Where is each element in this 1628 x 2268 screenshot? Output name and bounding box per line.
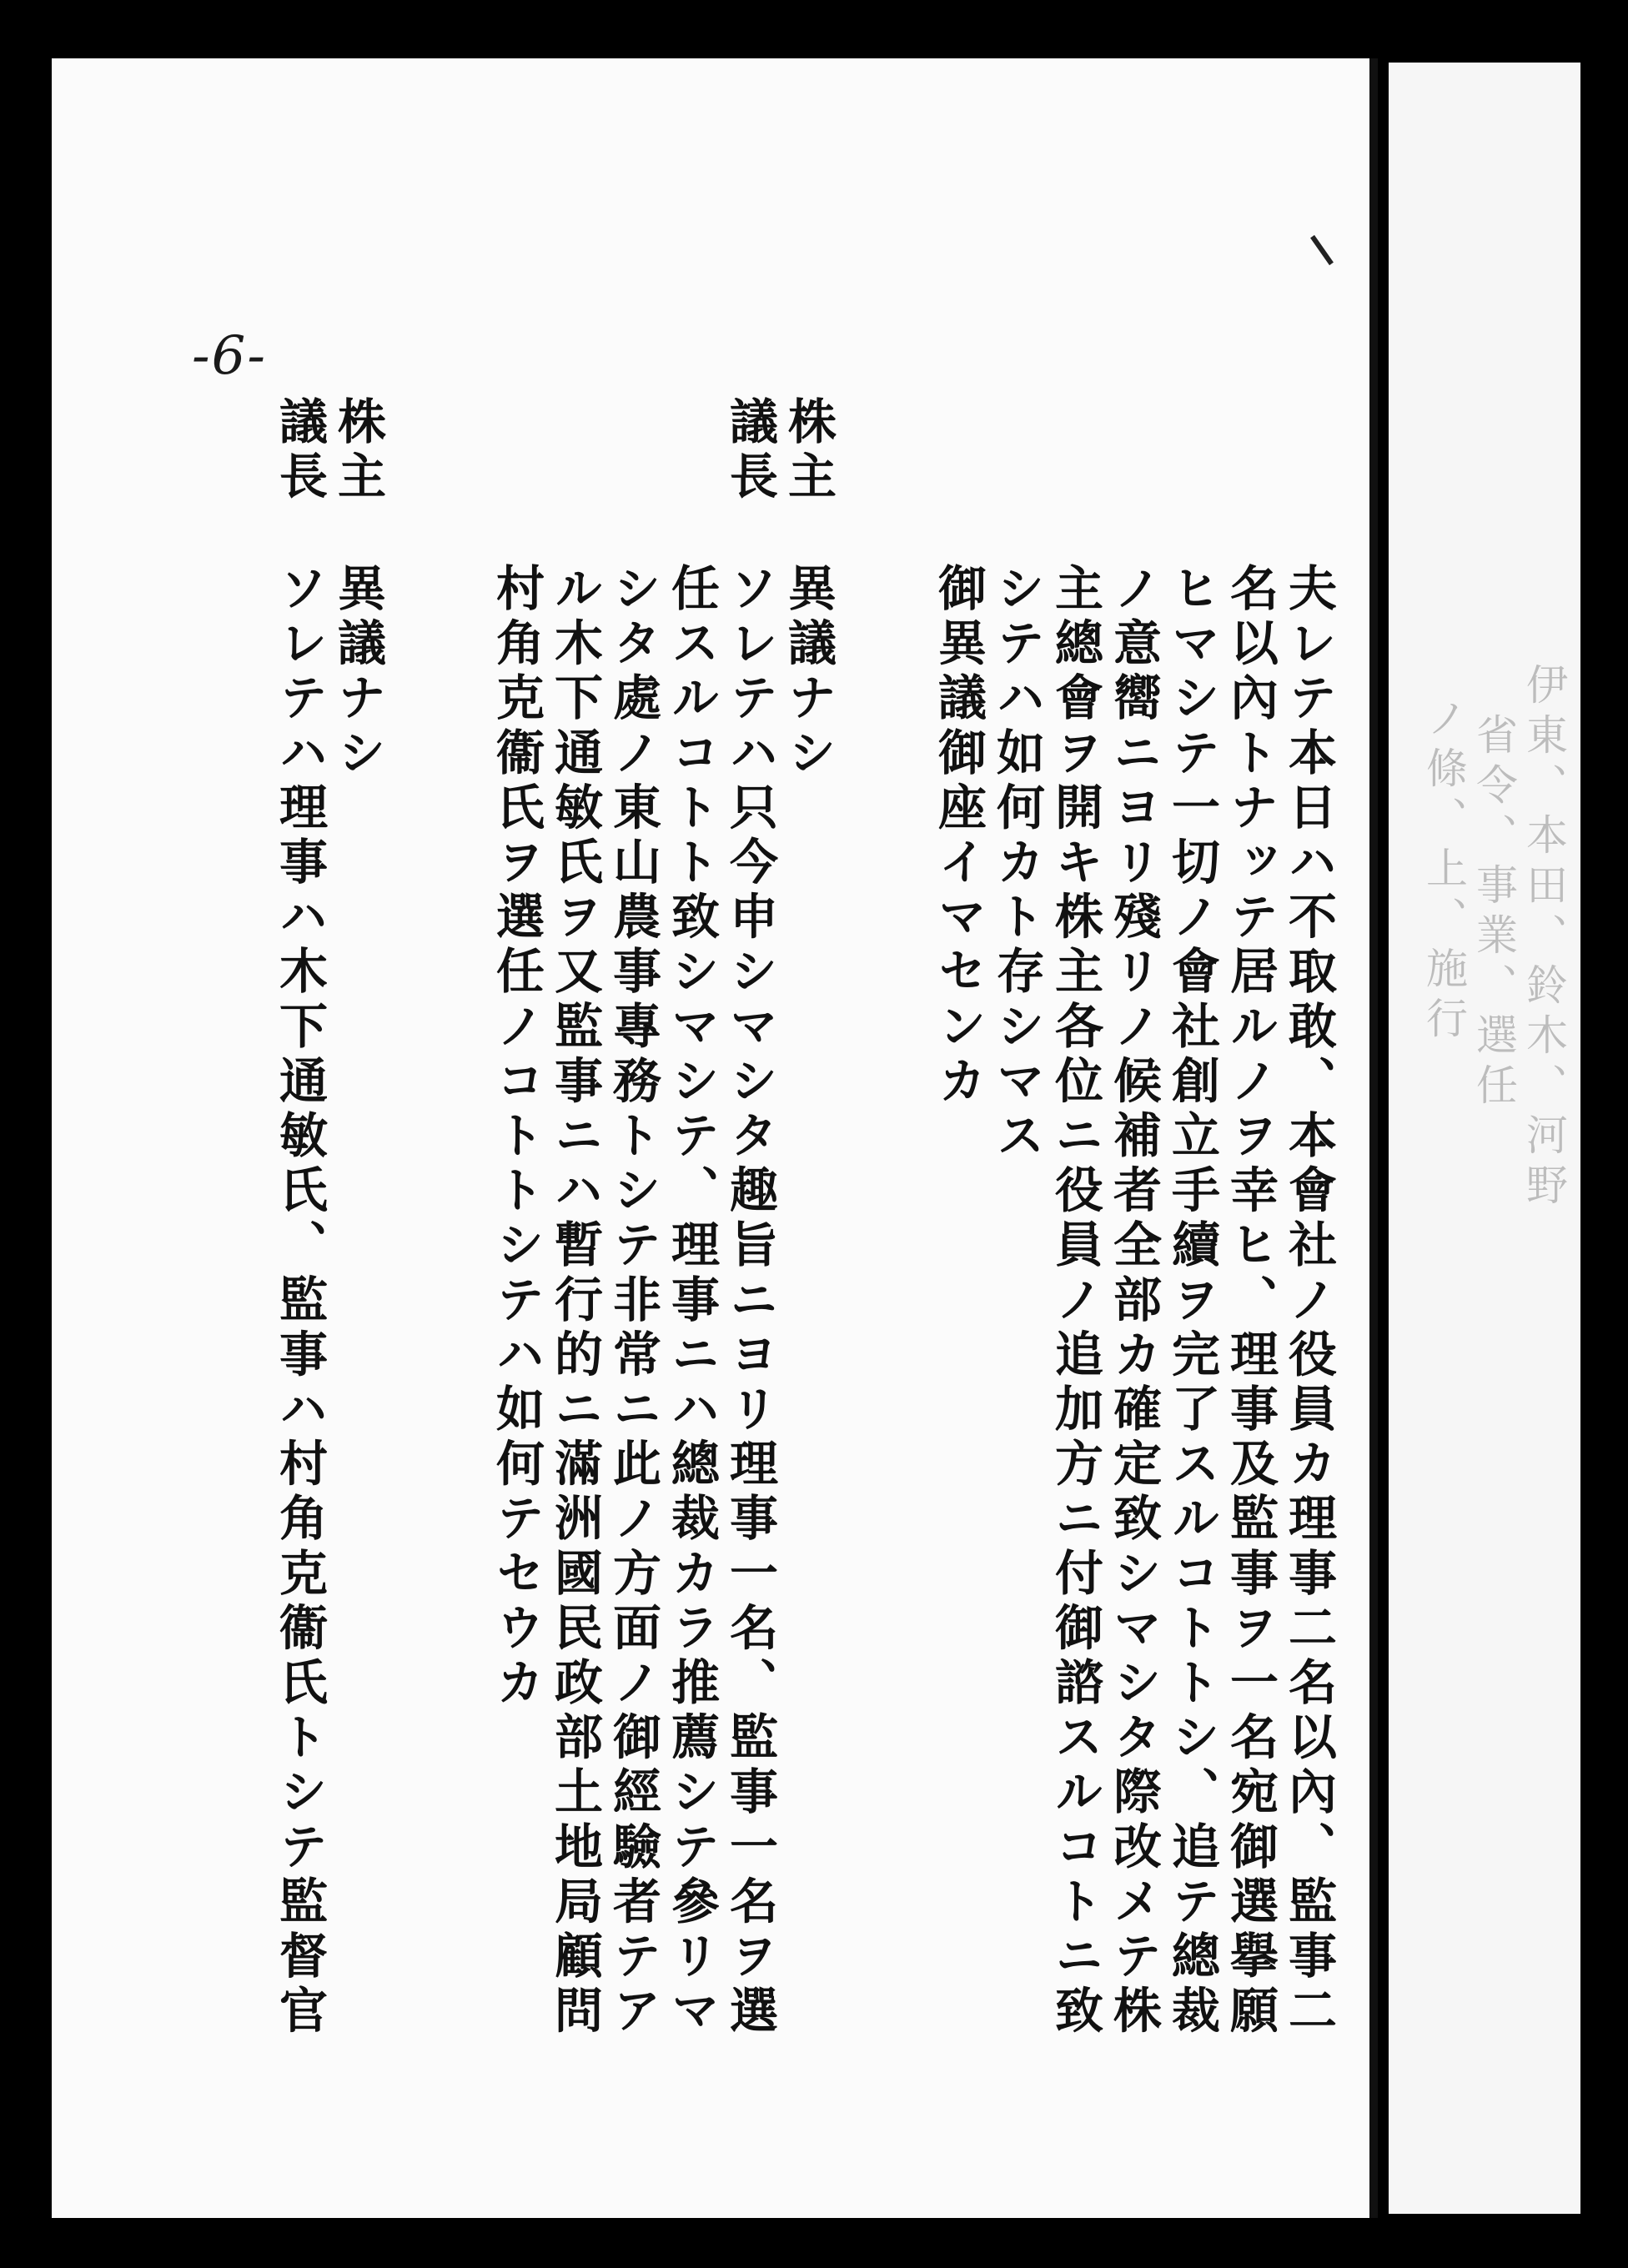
speaker-label-chairman-2: 議長	[271, 396, 328, 506]
text-column-4: ノ意嚮ニヨリ殘リノ候補者全部カ確定致シマシタ際改メテ株	[1105, 563, 1162, 2040]
text-column-5: 主總會ヲ開キ株主各位ニ役員ノ追加方ニ付御諮スルコトニ致	[1047, 563, 1103, 2040]
ghost-text-3: ノ條、上、施行	[1419, 696, 1468, 1046]
text-column-6: シテハ如何カト存シマス	[988, 563, 1045, 1165]
text-column-2: 名以內トナッテ居ルノヲ幸ヒ、理事及監事ヲ一名宛御選擧願	[1222, 563, 1279, 2040]
ghost-text-1: 伊東、本田、鈴木、河野	[1520, 663, 1568, 1213]
text-column-15: ソレテハ理事ハ木下通敏氏、監事ハ村角克衞氏トシテ監督官	[271, 563, 328, 2040]
text-column-10: 任スルコトト致シマシテ、理事ニハ總裁カラ推薦シテ參リマ	[663, 563, 720, 2040]
text-column-13: 村角克衞氏ヲ選任ノコトトシテハ如何テセウカ	[488, 563, 545, 1712]
ink-mark	[1310, 235, 1334, 265]
text-column-7: 御異議御座イマセンカ	[930, 563, 987, 1110]
ghost-text-2: 省令、事業、選任	[1470, 713, 1518, 1113]
page-number: -6-	[192, 325, 267, 387]
text-column-9: ソレテハ只今申シマシタ趣旨ニヨリ理事一名、監事一名ヲ選	[721, 563, 778, 2040]
document-page	[52, 58, 1378, 2218]
text-column-12: ル木下通敏氏ヲ又監事ニハ暫行的ニ滿洲國民政部土地局顧問	[546, 563, 603, 2040]
adjacent-page	[1389, 63, 1580, 2214]
speaker-label-shareholder-2: 株主	[329, 396, 386, 506]
text-column-11: シタ處ノ東山農事專務トシテ非常ニ此ノ方面ノ御經驗者テア	[605, 563, 661, 2040]
text-column-1: 夫レテ本日ハ不取敢、本會社ノ役員カ理事二名以內、監事二	[1280, 563, 1337, 2040]
text-column-3: ヒマシテ一切ノ會社創立手續ヲ完了スルコトトシ、追テ總裁	[1163, 563, 1220, 2040]
text-column-8: 異議ナシ	[780, 563, 837, 782]
speaker-label-shareholder-1: 株主	[780, 396, 837, 506]
speaker-label-chairman-1: 議長	[721, 396, 778, 506]
text-column-14: 異議ナシ	[329, 563, 386, 782]
